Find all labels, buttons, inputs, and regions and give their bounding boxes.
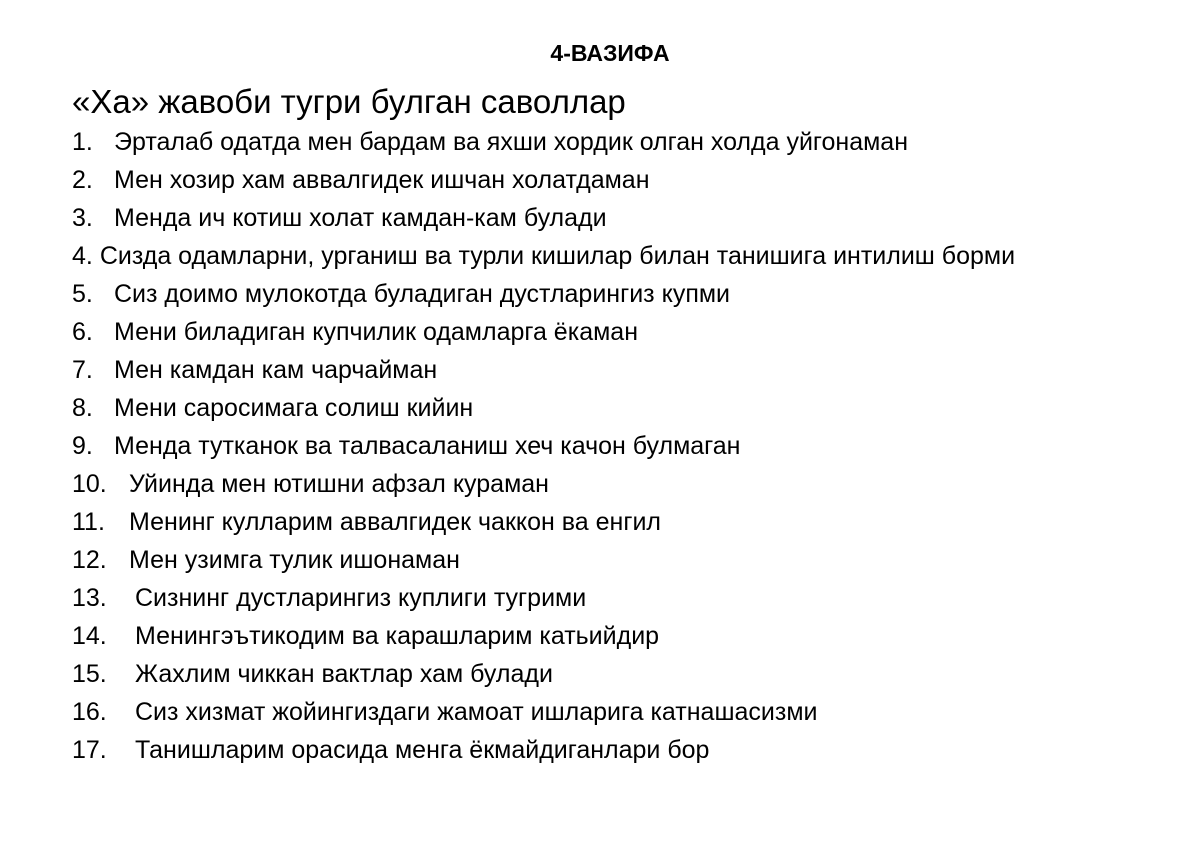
list-item	[72, 123, 1148, 161]
item-number: 10.	[72, 470, 107, 498]
item-number: 6.	[72, 318, 93, 346]
list-item	[72, 427, 1148, 465]
item-number: 17.	[72, 736, 107, 764]
list-item	[72, 465, 1148, 503]
item-text: Жахлим чиккан вактлар хам булади	[135, 660, 553, 688]
list-item	[72, 351, 1148, 389]
item-text: Мен камдан кам чарчайман	[114, 356, 438, 384]
list-item	[72, 731, 1148, 769]
item-text: Сизнинг дустларингиз куплиги тугрими	[135, 584, 587, 612]
item-text: Мен хозир хам аввалгидек ишчан холатдаман	[114, 166, 650, 194]
item-text: Уйинда мен ютишни афзал кураман	[129, 470, 549, 498]
list-item	[72, 199, 1148, 237]
list-item	[72, 617, 1148, 655]
item-text: Мен узимга тулик ишонаман	[129, 546, 460, 574]
item-number: 4.	[72, 242, 93, 270]
item-number: 8.	[72, 394, 93, 422]
section-subtitle: «Ха» жавоби тугри булган саволлар	[72, 83, 626, 120]
item-text: Эрталаб одатда мен бардам ва яхши хордик олган холда уйгонаман	[114, 128, 909, 156]
item-number: 16.	[72, 698, 107, 726]
item-number: 15.	[72, 660, 107, 688]
item-text: Мени саросимага солиш кийин	[114, 394, 474, 422]
item-text: Менда ич котиш холат камдан-кам булади	[114, 204, 607, 232]
item-text: Сиз доимо мулокотда буладиган дустларингиз купми	[114, 280, 731, 308]
item-text: Менда тутканок ва талвасаланиш хеч качон булмаган	[114, 432, 741, 460]
list-item	[72, 275, 1148, 313]
item-text: Сизда одамларни, урганиш ва турли кишилар билан танишига интилиш борми	[99, 242, 1016, 270]
question-list	[72, 123, 1148, 769]
list-item	[72, 161, 1148, 199]
item-number: 11.	[72, 508, 105, 536]
item-number: 13.	[72, 584, 107, 612]
item-number: 14.	[72, 622, 107, 650]
item-text: Танишларим орасида менга ёкмайдиганлари бор	[135, 736, 710, 764]
item-number: 9.	[72, 432, 93, 460]
list-item	[72, 313, 1148, 351]
item-number: 12.	[72, 546, 107, 574]
item-text: Менингэътикодим ва карашларим катьийдир	[135, 622, 660, 650]
item-number: 1.	[72, 128, 93, 156]
item-number: 2.	[72, 166, 93, 194]
list-item	[72, 237, 1148, 275]
list-item	[72, 389, 1148, 427]
item-number: 7.	[72, 356, 93, 384]
task-heading: 4-ВАЗИФА	[550, 40, 670, 66]
list-item	[72, 579, 1148, 617]
item-text: Мени биладиган купчилик одамларга ёкаман	[114, 318, 638, 346]
list-item	[72, 655, 1148, 693]
list-item	[72, 503, 1148, 541]
list-item	[72, 693, 1148, 731]
list-item	[72, 541, 1148, 579]
item-text: Сиз хизмат жойингиздаги жамоат ишларига катнашасизми	[135, 698, 818, 726]
item-text: Менинг кулларим аввалгидек чаккон ва енгил	[129, 508, 662, 536]
item-number: 5.	[72, 280, 93, 308]
item-number: 3.	[72, 204, 93, 232]
